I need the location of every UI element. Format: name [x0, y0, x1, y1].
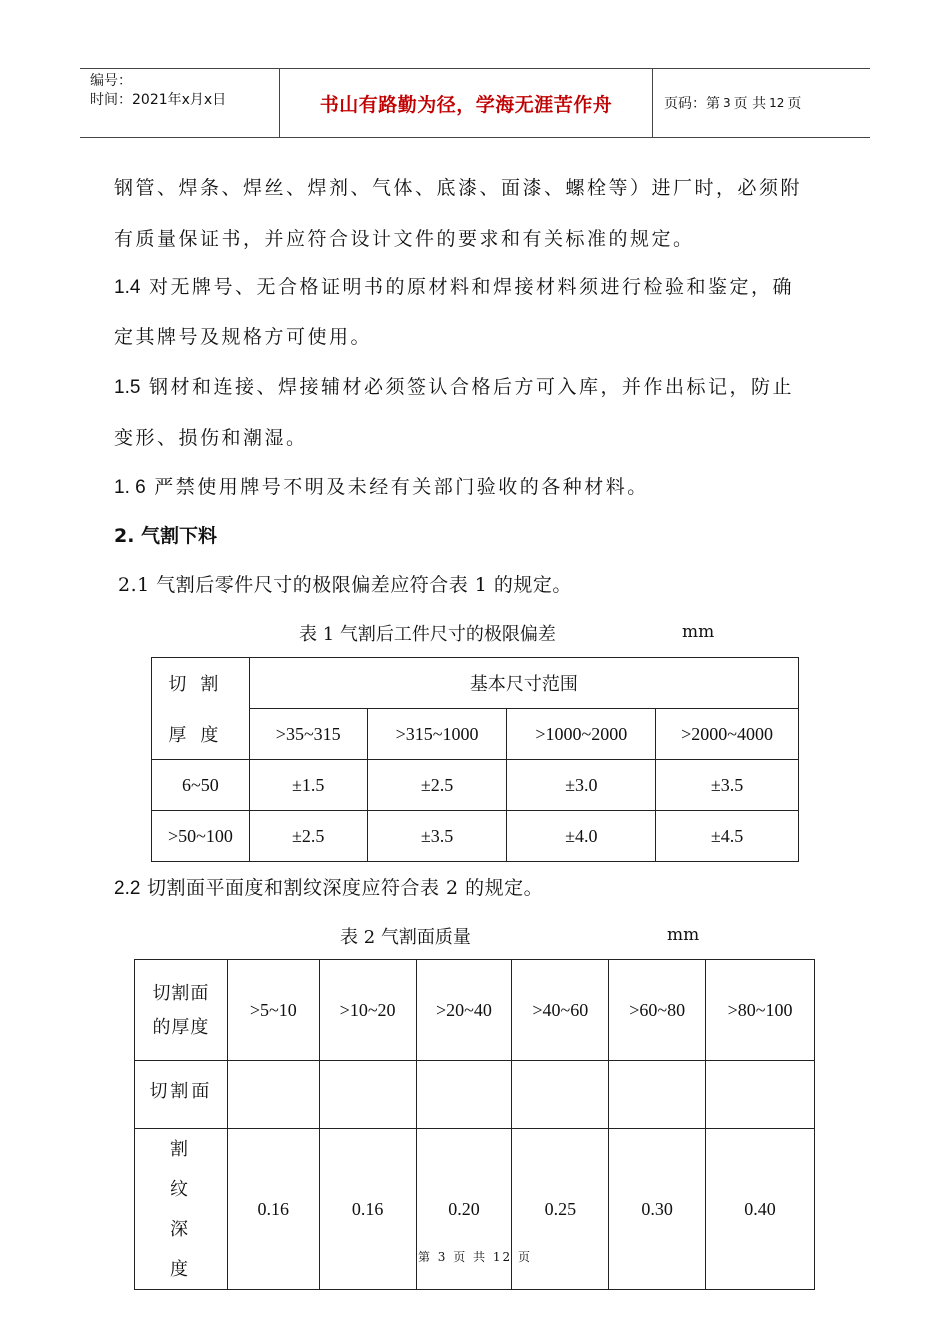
table-cell: ±4.5: [656, 811, 799, 862]
table-2: [134, 959, 815, 1290]
table-cell: 0.16: [227, 1129, 319, 1290]
doc-number-label: 编号：: [90, 73, 132, 89]
page-footer: 第 3 页 共 12 页: [417, 1250, 533, 1264]
paragraph-line: 有质量保证书，并应符合设计文件的要求和有关标准的规定。: [114, 228, 695, 250]
paragraph-line: 钢管、焊条、焊丝、焊剂、气体、底漆、面漆、螺栓等）进厂时，必须附: [114, 177, 803, 199]
table-cell: 0.40: [706, 1129, 815, 1290]
table-cell: 0.30: [609, 1129, 706, 1290]
column-header: >20~40: [416, 960, 512, 1061]
row-label: 6~50: [152, 760, 250, 811]
table-cell: [227, 1061, 319, 1129]
corner-header-top: 切割: [152, 658, 250, 709]
table-cell: 0.16: [319, 1129, 416, 1290]
table-row: [152, 811, 799, 862]
table-row: [152, 760, 799, 811]
column-header: >10~20: [319, 960, 416, 1061]
column-header: >35~315: [249, 709, 367, 760]
table-cell: ±3.0: [507, 760, 656, 811]
table-cell: ±3.5: [367, 811, 507, 862]
section-heading: 2. 气割下料: [114, 525, 218, 547]
group-header: 基本尺寸范围: [249, 658, 798, 709]
corner-header-bottom: 厚度: [152, 709, 250, 760]
header-meta: [80, 69, 280, 137]
row-label: >50~100: [152, 811, 250, 862]
paragraph-1-6: 1. 6 严禁使用牌号不明及未经有关部门验收的各种材料。: [114, 476, 649, 498]
doc-time: 时间：2021年x月x日: [90, 92, 227, 108]
table-cell: [609, 1061, 706, 1129]
column-header: >315~1000: [367, 709, 507, 760]
column-header: >2000~4000: [656, 709, 799, 760]
paragraph-2-2: 2.2 切割面平面度和割纹深度应符合表 2 的规定。: [114, 877, 544, 899]
table2-caption: 表 2 气割面质量: [340, 927, 471, 948]
column-header: >40~60: [512, 960, 609, 1061]
table-cell: 0.20: [416, 1129, 512, 1290]
column-header: >60~80: [609, 960, 706, 1061]
table-cell: ±1.5: [249, 760, 367, 811]
table1-unit: mm: [682, 622, 715, 642]
table1-caption: 表 1 气割后工件尺寸的极限偏差: [299, 624, 556, 645]
column-header: >80~100: [706, 960, 815, 1061]
paragraph-1-4: 1.4 对无牌号、无合格证明书的原材料和焊接材料须进行检验和鉴定，确: [114, 276, 794, 298]
column-header: >1000~2000: [507, 709, 656, 760]
row-header: 切割面: [135, 1061, 228, 1129]
paragraph-line: 定其牌号及规格方可使用。: [114, 326, 373, 348]
table-cell: ±4.0: [507, 811, 656, 862]
table-1: [151, 657, 799, 862]
paragraph-line: 变形、损伤和潮湿。: [114, 427, 308, 449]
column-header: >5~10: [227, 960, 319, 1061]
row-header: 切割面 的厚度: [135, 960, 228, 1061]
paragraph-2-1: 2.1 气割后零件尺寸的极限偏差应符合表 1 的规定。: [118, 574, 572, 596]
table-cell: ±2.5: [367, 760, 507, 811]
table-cell: [416, 1061, 512, 1129]
table-cell: [319, 1061, 416, 1129]
table-cell: [706, 1061, 815, 1129]
paragraph-1-5: 1.5 钢材和连接、焊接辅材必须签认合格后方可入库，并作出标记，防止: [114, 376, 794, 398]
table-cell: [512, 1061, 609, 1129]
header-motto: 书山有路勤为径，学海无涯苦作舟: [280, 69, 653, 137]
table-cell: ±3.5: [656, 760, 799, 811]
table-cell: 0.25: [512, 1129, 609, 1290]
row-header: 割纹 深度: [135, 1129, 228, 1290]
table2-unit: mm: [667, 925, 700, 945]
page-header: [80, 68, 870, 138]
table-cell: ±2.5: [249, 811, 367, 862]
header-page-number: 页码：第 3 页 共 12 页: [664, 96, 802, 112]
